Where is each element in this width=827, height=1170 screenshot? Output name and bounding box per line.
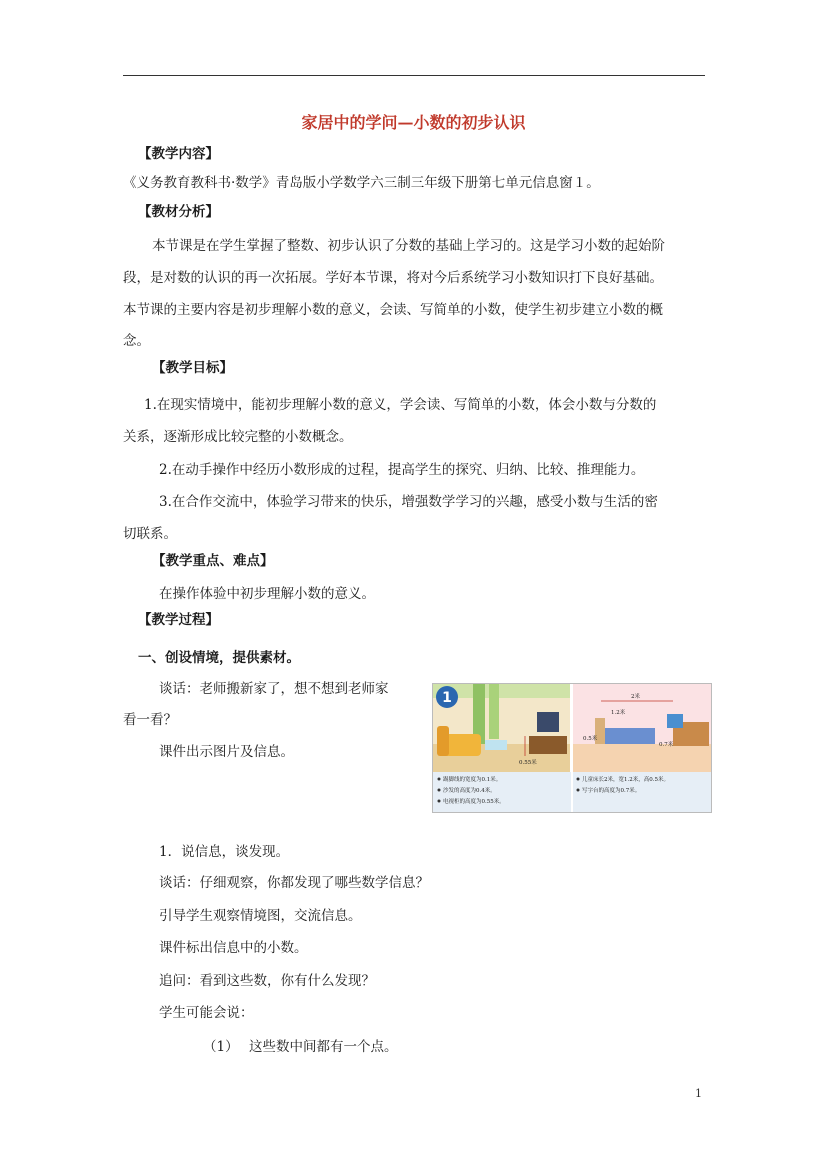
mark-text: 课件标出信息中的小数。	[159, 940, 308, 956]
analysis-line: 本节课的主要内容是初步理解小数的意义，会读、写简单的小数，使学生初步建立小数的概	[123, 302, 663, 318]
figure-label: 0.7米	[659, 742, 674, 748]
talk2-text: 谈话：仔细观察，你都发现了哪些数学信息？	[159, 875, 429, 891]
figure-info: 写字台的高度为0.7米。	[582, 788, 641, 794]
step1-heading: 一、创设情境，提供素材。	[138, 650, 300, 666]
figure-info: 踢脚线的宽度为0.1米。	[443, 777, 502, 783]
page-title: 家居中的学问—小数的初步认识	[301, 113, 526, 132]
page-number: 1	[695, 1087, 702, 1100]
guide-text: 引导学生观察情境图，交流信息。	[159, 908, 362, 924]
analysis-line: 段，是对数的认识的再一次拓展。学好本节课，将对今后系统学习小数知识打下良好基础。	[123, 270, 663, 286]
key-text: 在操作体验中初步理解小数的意义。	[159, 586, 375, 602]
talk1-line: 看一看？	[123, 712, 177, 728]
figure-label: 1.2米	[611, 710, 626, 716]
textbook-illustration	[432, 683, 712, 813]
analysis-line: 本节课是在学生掌握了整数、初步认识了分数的基础上学习的。这是学习小数的起始阶	[152, 238, 665, 254]
goal-line: 切联系。	[123, 526, 177, 542]
process-heading: 【教学过程】	[138, 612, 219, 628]
figure-badge: 1	[442, 690, 452, 706]
figure-label: 2米	[631, 694, 640, 700]
show-text: 课件出示图片及信息。	[159, 744, 294, 760]
goal-line: 3.在合作交流中，体验学习带来的快乐，增强数学学习的兴趣，感受小数与生活的密	[159, 494, 658, 510]
header-rule	[123, 75, 705, 76]
key-heading: 【教学重点、难点】	[152, 553, 274, 569]
analysis-heading: 【教材分析】	[138, 204, 219, 220]
content-text: 《义务教育教科书·数学》青岛版小学数学六三制三年级下册第七单元信息窗１。	[123, 175, 600, 191]
analysis-line: 念。	[123, 333, 150, 349]
figure-info: 电视柜的高度为0.55米。	[443, 799, 505, 805]
maysay-text: 学生可能会说：	[159, 1005, 254, 1021]
sub-heading: 1．说信息，谈发现。	[159, 844, 290, 860]
ask-text: 追问：看到这些数，你有什么发现？	[159, 973, 375, 989]
item-number: （1）	[203, 1039, 239, 1055]
content-heading: 【教学内容】	[138, 146, 219, 162]
figure-label: 0.55米	[519, 760, 537, 766]
goal-line: 2.在动手操作中经历小数形成的过程，提高学生的探究、归纳、比较、推理能力。	[159, 462, 645, 478]
item-text: 这些数中间都有一个点。	[249, 1039, 398, 1055]
talk1-line: 谈话：老师搬新家了，想不想到老师家	[159, 681, 389, 697]
figure-info: 沙发的高度为0.4米。	[443, 788, 496, 794]
goals-heading: 【教学目标】	[152, 360, 233, 376]
goal-line: 1.在现实情境中，能初步理解小数的意义，学会读、写简单的小数，体会小数与分数的	[144, 397, 657, 413]
figure-info: 儿童床长2米，宽1.2米，高0.5米。	[582, 777, 669, 783]
figure-label: 0.5米	[583, 736, 598, 742]
goal-line: 关系，逐渐形成比较完整的小数概念。	[123, 429, 353, 445]
